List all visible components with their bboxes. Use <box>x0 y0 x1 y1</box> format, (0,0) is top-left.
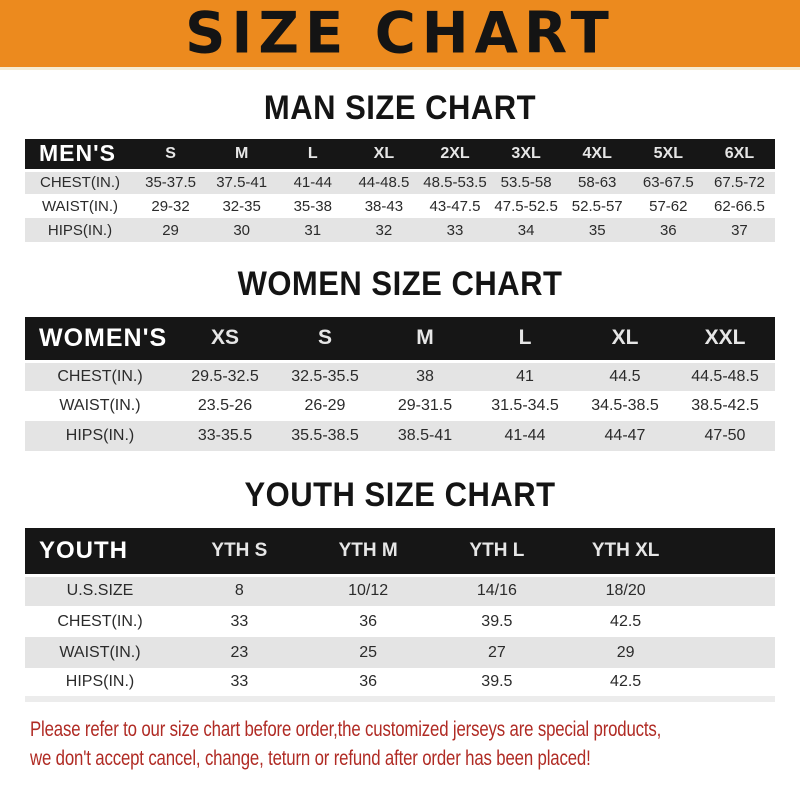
size-value: 25 <box>304 637 433 668</box>
size-value: 33-35.5 <box>175 421 275 451</box>
size-value: 33 <box>230 673 249 690</box>
table-row <box>25 391 775 421</box>
size-value: 34.5-38.5 <box>591 397 659 414</box>
women-size-table <box>25 317 775 451</box>
table-row <box>25 606 775 637</box>
table-group-label: WOMEN'S <box>25 317 175 361</box>
size-value: 38.5-41 <box>375 421 475 451</box>
size-value: 37 <box>704 218 775 242</box>
size-value: 41-44 <box>475 421 575 451</box>
size-column-header: M <box>206 139 277 170</box>
size-value: 29.5-32.5 <box>175 361 275 391</box>
table-row <box>25 361 775 391</box>
size-value: 37.5-41 <box>206 170 277 194</box>
size-value: 29 <box>135 218 206 242</box>
size-column-header: 6XL <box>704 139 775 170</box>
youth-section-heading-text: YOUTH SIZE CHART <box>244 475 556 514</box>
measurement-label: CHEST(IN.) <box>57 612 143 630</box>
size-value: 62-66.5 <box>714 197 765 215</box>
size-column-header: S <box>275 317 375 361</box>
footnote-line-1: Please refer to our size chart before order,the customized jerseys are special products, <box>30 718 662 741</box>
size-column-header: XXL <box>675 317 775 361</box>
size-value: 36 <box>359 673 378 690</box>
size-column-header: 2XL <box>419 139 490 170</box>
size-table <box>25 139 775 242</box>
size-value: 29 <box>561 637 690 668</box>
size-value: 35-38 <box>293 197 332 215</box>
row-spacer <box>690 575 775 606</box>
size-column-header: S <box>135 139 206 170</box>
size-value: 44.5 <box>575 361 675 391</box>
banner-title: SIZE CHART <box>185 0 615 67</box>
size-value: 10/12 <box>304 575 433 606</box>
size-table <box>25 528 775 702</box>
size-value: 63-67.5 <box>633 170 704 194</box>
size-value: 32 <box>348 218 419 242</box>
size-value: 44-48.5 <box>348 170 419 194</box>
size-value: 36 <box>359 612 378 630</box>
size-column-header: 5XL <box>633 139 704 170</box>
size-value: 52.5-57 <box>571 197 623 215</box>
size-value: 23.5-26 <box>197 397 253 414</box>
size-value: 38.5-42.5 <box>691 397 759 414</box>
size-value: 32.5-35.5 <box>275 361 375 391</box>
men-section-heading <box>0 70 800 139</box>
size-value: 32-35 <box>222 197 261 215</box>
size-value: 57-62 <box>649 197 688 215</box>
youth-section-heading <box>0 451 800 528</box>
size-value: 47.5-52.5 <box>494 197 558 215</box>
size-value: 35.5-38.5 <box>275 421 375 451</box>
size-value: 18/20 <box>561 575 690 606</box>
measurement-label: U.S.SIZE <box>25 575 175 606</box>
size-value: 33 <box>230 612 249 630</box>
size-value: 43-47.5 <box>429 197 481 215</box>
size-value: 47-50 <box>675 421 775 451</box>
size-value: 36 <box>633 218 704 242</box>
size-value: 30 <box>206 218 277 242</box>
size-column-header: 3XL <box>491 139 562 170</box>
table-row <box>25 637 775 668</box>
size-value: 48.5-53.5 <box>419 170 490 194</box>
size-value: 27 <box>433 637 562 668</box>
size-value: 26-29 <box>304 397 346 414</box>
size-column-header: XL <box>348 139 419 170</box>
size-column-header: YTH L <box>433 528 562 575</box>
row-spacer <box>690 606 775 637</box>
table-row <box>25 218 775 242</box>
size-chart-banner <box>0 0 800 70</box>
size-value: 38 <box>375 361 475 391</box>
size-value: 38-43 <box>364 197 404 215</box>
size-value: 35-37.5 <box>135 170 206 194</box>
size-value: 42.5 <box>610 612 642 630</box>
size-column-header: YTH XL <box>561 528 690 575</box>
size-value: 29-31.5 <box>397 397 453 414</box>
size-value: 31.5-34.5 <box>491 397 559 414</box>
measurement-label: CHEST(IN.) <box>25 361 175 391</box>
row-spacer <box>690 637 775 668</box>
row-spacer <box>690 668 775 699</box>
size-value: 42.5 <box>610 673 642 690</box>
men-size-table <box>25 139 775 242</box>
measurement-label: WAIST(IN.) <box>25 637 175 668</box>
measurement-label: HIPS(IN.) <box>25 421 175 451</box>
measurement-label: HIPS(IN.) <box>65 673 135 690</box>
size-value: 44-47 <box>575 421 675 451</box>
size-value: 41 <box>475 361 575 391</box>
size-value: 35 <box>562 218 633 242</box>
size-column-header: L <box>277 139 348 170</box>
footnote <box>30 716 800 774</box>
size-column-header: 4XL <box>562 139 633 170</box>
table-group-label: MEN'S <box>25 139 135 170</box>
size-value: 39.5 <box>481 673 513 690</box>
women-section-heading <box>0 242 800 317</box>
table-row <box>25 194 775 218</box>
size-table <box>25 317 775 451</box>
size-column-header: M <box>375 317 475 361</box>
size-column-header: L <box>475 317 575 361</box>
size-value: 58-63 <box>562 170 633 194</box>
measurement-label: WAIST(IN.) <box>41 197 119 215</box>
table-row <box>25 170 775 194</box>
size-column-header: YTH M <box>304 528 433 575</box>
size-value: 44.5-48.5 <box>675 361 775 391</box>
table-row <box>25 421 775 451</box>
youth-size-table <box>25 528 775 702</box>
size-value: 29-32 <box>151 197 190 215</box>
size-column-header: YTH S <box>175 528 304 575</box>
size-value: 14/16 <box>433 575 562 606</box>
men-section-heading-text: MAN SIZE CHART <box>263 88 537 127</box>
size-column-header: XL <box>575 317 675 361</box>
table-row <box>25 668 775 699</box>
table-row <box>25 575 775 606</box>
table-group-label: YOUTH <box>25 528 175 575</box>
size-value: 41-44 <box>277 170 348 194</box>
size-value: 31 <box>277 218 348 242</box>
size-value: 34 <box>491 218 562 242</box>
size-value: 23 <box>175 637 304 668</box>
women-section-heading-text: WOMEN SIZE CHART <box>237 264 563 303</box>
measurement-label: WAIST(IN.) <box>59 397 141 414</box>
size-value: 8 <box>175 575 304 606</box>
size-value: 33 <box>419 218 490 242</box>
size-column-header: XS <box>175 317 275 361</box>
measurement-label: CHEST(IN.) <box>25 170 135 194</box>
measurement-label: HIPS(IN.) <box>25 218 135 242</box>
header-spacer <box>690 528 775 575</box>
size-value: 53.5-58 <box>491 170 562 194</box>
size-value: 39.5 <box>481 612 513 630</box>
footnote-line-2: we don't accept cancel, change, teturn or refund after order has been placed! <box>30 746 591 770</box>
size-value: 67.5-72 <box>704 170 775 194</box>
